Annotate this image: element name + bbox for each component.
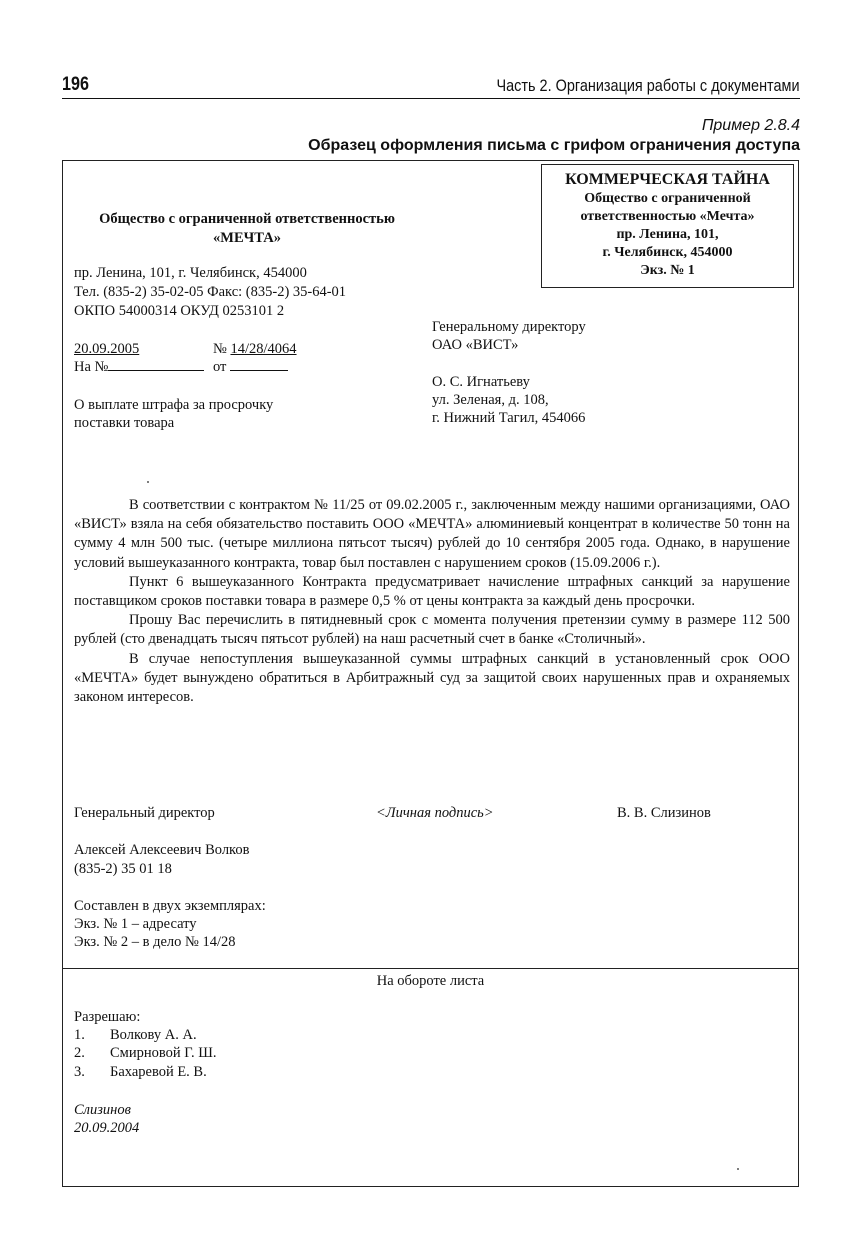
list-item [74, 1064, 207, 1081]
sender-phone: Тел. (835-2) 35-02-05 Факс: (835-2) 35-64-01 [74, 284, 347, 300]
list-item-number: 1. [74, 1027, 85, 1043]
body-paragraph: В соответствии с контрактом № 11/25 от 09.02.2005 г., заключенным между нашими организациями, ОАО «ВИСТ» взяла на себя обязательство поставить ООО «МЕЧТА» алюминиевый концентрат в количестве 50 тонн на сумму 4 млн 500 тыс. (четыре миллиона пятьсот тысяч) рублей до 10 сентября 2005 года. Однако, в нарушение условий вышеуказанного контракта, товар был поставлен с нарушением сроков (15.09.2006 г.). [74, 497, 790, 571]
list-item-name: Бахаревой Е. В. [110, 1064, 207, 1080]
copy-distribution: Экз. № 2 – в дело № 14/28 [74, 934, 236, 950]
reply-reference [74, 358, 204, 377]
list-item-number: 2. [74, 1045, 85, 1061]
running-title: Часть 2. Организация работы с документами [496, 76, 800, 95]
sender-address: пр. Ленина, 101, г. Челябинск, 454000 [74, 265, 307, 281]
reverse-signer: Слизинов [74, 1102, 131, 1118]
body-paragraph: Пункт 6 вышеуказанного Контракта предусматривает начисление штрафных санкций за нарушение поставщиком сроков поставки товара в размере 0,5 % от цены контракта за каждый день просрочки. [74, 573, 790, 610]
number-prefix: № [213, 341, 231, 357]
subject-line: О выплате штрафа за просрочку [74, 397, 274, 413]
reverse-side-title: На обороте листа [376, 973, 485, 989]
scan-speck [147, 481, 149, 483]
example-label: Пример 2.8.4 [701, 117, 800, 134]
sender-organization [72, 210, 422, 248]
letter-date: 20.09.2005 [74, 341, 140, 357]
example-caption: Образец оформления письма с грифом ограничения доступа [308, 137, 800, 154]
signatory-name: В. В. Слизинов [617, 805, 711, 821]
stamp-line: пр. Ленина, 101, [616, 227, 719, 242]
executor-phone: (835-2) 35 01 18 [74, 861, 172, 877]
executor-name: Алексей Алексеевич Волков [74, 842, 250, 858]
copies-note: Составлен в двух экземплярах: [74, 898, 266, 914]
page-number: 196 [62, 74, 89, 95]
allow-label: Разрешаю: [74, 1009, 141, 1025]
org-name-line: Общество с ограниченной ответственностью [99, 211, 395, 227]
reply-number-blank [108, 358, 204, 371]
recipient-street: ул. Зеленая, д. 108, [432, 392, 549, 408]
recipient-organization: ОАО «ВИСТ» [432, 337, 519, 353]
body-paragraph: Прошу Вас перечислить в пятидневный срок с момента получения претензии сумму в размере 112 500 рублей (сто двенадцать тысяч пятьсот рублей) на наш расчетный счет в банке «Столичный». [74, 612, 790, 648]
recipient-name: О. С. Игнатьеву [432, 374, 530, 390]
reverse-date: 20.09.2004 [74, 1120, 140, 1136]
stamp-line: Общество с ограниченной [584, 191, 751, 206]
list-item [74, 1027, 197, 1044]
stamp-line: ответственностью «Мечта» [580, 209, 755, 224]
letter-number [213, 340, 297, 359]
from-label: от [213, 359, 227, 375]
org-name-line: «МЕЧТА» [213, 230, 281, 246]
number-value: 14/28/4064 [230, 341, 297, 357]
stamp-secrecy-label: КОММЕРЧЕСКАЯ ТАЙНА [565, 171, 770, 188]
scan-speck [737, 1168, 739, 1170]
letter-body [74, 496, 790, 707]
list-item [74, 1045, 217, 1062]
recipient-city: г. Нижний Тагил, 454066 [432, 410, 586, 426]
recipient-position: Генеральному директору [432, 319, 586, 335]
header-rule [62, 98, 800, 99]
body-paragraph: В случае непоступления вышеуказанной суммы штрафных санкций в установленный срок ООО «МЕЧТА» будет вынуждено обратиться в Арбитражный суд за защитой своих нарушенных прав и охраняемых законом интересов. [74, 650, 790, 706]
sender-codes: ОКПО 54000314 ОКУД 0253101 2 [74, 303, 285, 319]
reply-date-blank [230, 358, 288, 371]
list-item-name: Волкову А. А. [110, 1027, 197, 1043]
access-restriction-stamp [541, 164, 794, 288]
signatory-position: Генеральный директор [74, 805, 215, 821]
stamp-copy-number: Экз. № 1 [640, 263, 695, 278]
copy-distribution: Экз. № 1 – адресату [74, 916, 197, 932]
reverse-side-divider [62, 968, 799, 969]
signature-placeholder: <Личная подпись> [376, 805, 494, 821]
subject-line: поставки товара [74, 415, 175, 431]
list-item-number: 3. [74, 1064, 85, 1080]
reply-date-reference [213, 358, 288, 377]
stamp-line: г. Челябинск, 454000 [602, 245, 733, 260]
reply-label: На № [74, 359, 109, 375]
list-item-name: Смирновой Г. Ш. [110, 1045, 217, 1061]
